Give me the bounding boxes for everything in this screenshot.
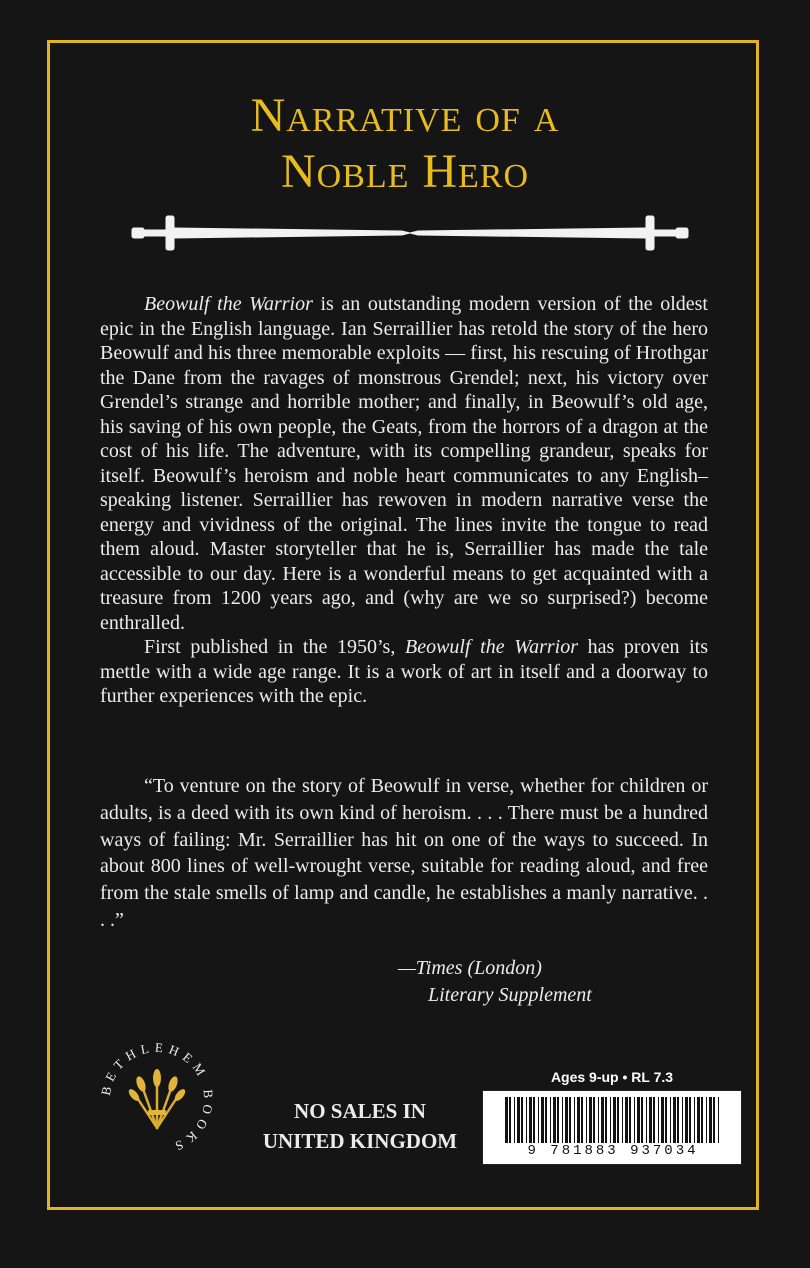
barcode-bar [653, 1097, 655, 1143]
barcode-bar [685, 1097, 688, 1143]
barcode-bar [577, 1097, 580, 1143]
notice-line-2: UNITED KINGDOM [262, 1129, 458, 1153]
crossed-swords-ornament [130, 212, 690, 256]
barcode-bar [718, 1097, 719, 1143]
description-paragraph-2 [100, 635, 708, 709]
barcode-bar [565, 1097, 568, 1143]
age-reading-level: Ages 9-up • RL 7.3 [550, 1069, 674, 1085]
barcode-bar [677, 1097, 679, 1143]
barcode-bar [586, 1097, 587, 1143]
barcode-bars [503, 1097, 723, 1143]
barcode-bar [517, 1097, 520, 1143]
bethlehem-books-logo [96, 1038, 218, 1160]
barcode-bar [509, 1097, 511, 1143]
barcode-bar [541, 1097, 544, 1143]
barcode-bar [598, 1097, 599, 1143]
title-line-2: Noble Hero [280, 145, 530, 198]
barcode-bar [701, 1097, 703, 1143]
barcode-bar [646, 1097, 647, 1143]
title-line-1: Narrative of a [250, 89, 560, 142]
barcode-bar [514, 1097, 515, 1143]
barcode-bar [641, 1097, 643, 1143]
barcode-bar [682, 1097, 683, 1143]
barcode-bar [697, 1097, 700, 1143]
barcode-bar [601, 1097, 604, 1143]
notice-line-1: NO SALES IN [294, 1099, 426, 1123]
barcode-bar [538, 1097, 539, 1143]
review-quote: “To venture on the story of Beowulf in verse, whether for children or adults, is a deed with its own kind of heroism. . . . There must be a hundred ways of failing: Mr. Serraillier has hit on one of the ways to succeed. In about 800 lines of well-wrought verse, suitable for reading aloud, and free from the stale smells of lamp and candle, he establishes a manly narrative. . . .” [100, 775, 708, 931]
barcode-bar [706, 1097, 707, 1143]
barcode-bar [613, 1097, 616, 1143]
barcode-bar [661, 1097, 664, 1143]
cover-title [60, 88, 750, 200]
barcode-bar [589, 1097, 592, 1143]
attribution-publication: Literary Supplement [428, 984, 592, 1006]
barcode-bar [550, 1097, 551, 1143]
barcode-bar [665, 1097, 667, 1143]
barcode-number: 9 781883 937034 [527, 1143, 699, 1159]
barcode-bar [713, 1097, 715, 1143]
barcode-bar [605, 1097, 607, 1143]
left-sword-icon [132, 216, 410, 250]
barcode-bar [574, 1097, 575, 1143]
barcode-bar [593, 1097, 595, 1143]
barcode-bar [581, 1097, 583, 1143]
barcode-bar [637, 1097, 640, 1143]
barcode-bar [622, 1097, 623, 1143]
barcode-bar [673, 1097, 676, 1143]
barcode-bar [569, 1097, 571, 1143]
barcode-bar [553, 1097, 556, 1143]
barcode-bar [617, 1097, 619, 1143]
book-title-italic-2: Beowulf the Warrior [404, 636, 578, 658]
right-sword-icon [410, 216, 688, 250]
barcode-bar [709, 1097, 712, 1143]
isbn-barcode [482, 1090, 742, 1165]
barcode-bar [649, 1097, 652, 1143]
barcode-bar [562, 1097, 563, 1143]
barcode-bar [545, 1097, 547, 1143]
barcode-bar [526, 1097, 527, 1143]
paragraph-1-text: is an outstanding modern version of the oldest epic in the English language. Ian Serraillier has retold the story of the hero Beowulf and his three memorable exploits — first, his rescuing of Hrothgar the Dane from the ravages of monstrous Grendel; next, his victory over Grendel’s strange and horrible mother; and finally, in Beowulf’s old age, his saving of his own people, the Geats, from the horrors of a dragon at the cost of his life. The adventure, with its compelling grandeur, speaks for itself. Beowulf’s heroism and noble heart communicates to any English–speaking listener. Serraillier has rewoven in modern narrative verse the energy and vividness of the original. The lines invite the tongue to read them aloud. Master storyteller that he is, Serraillier has made the tale accessible to our day. Here is a wonderful means to get acquainted with a treasure from 1200 years ago, and (why are we so surprised?) become enthralled. [100, 293, 708, 634]
book-description [100, 292, 708, 709]
review-attribution [398, 955, 698, 1009]
barcode-bar [658, 1097, 659, 1143]
barcode-bar [670, 1097, 671, 1143]
barcode-bar [533, 1097, 535, 1143]
no-sales-notice [230, 1096, 490, 1156]
paragraph-2-lead: First published in the 1950’s, [144, 636, 405, 658]
barcode-bar [694, 1097, 695, 1143]
barcode-bar [505, 1097, 508, 1143]
barcode-bar [557, 1097, 559, 1143]
paragraph-2-text: has proven its mettle with a wide age range. It is a work of art in itself and a doorway to further experiences with the epic. [100, 636, 708, 707]
barcode-bar [521, 1097, 523, 1143]
barcode-bar [629, 1097, 631, 1143]
attribution-source: —Times (London) [398, 957, 542, 979]
barcode-bar [625, 1097, 628, 1143]
barcode-bar [634, 1097, 635, 1143]
barcode-bar [689, 1097, 691, 1143]
book-title-italic: Beowulf the Warrior [144, 293, 313, 315]
barcode-bar [610, 1097, 611, 1143]
description-paragraph-1 [100, 292, 708, 635]
logo-publisher-name: BETHLEHEM BOOKS [97, 1039, 217, 1156]
barcode-bar [529, 1097, 532, 1143]
